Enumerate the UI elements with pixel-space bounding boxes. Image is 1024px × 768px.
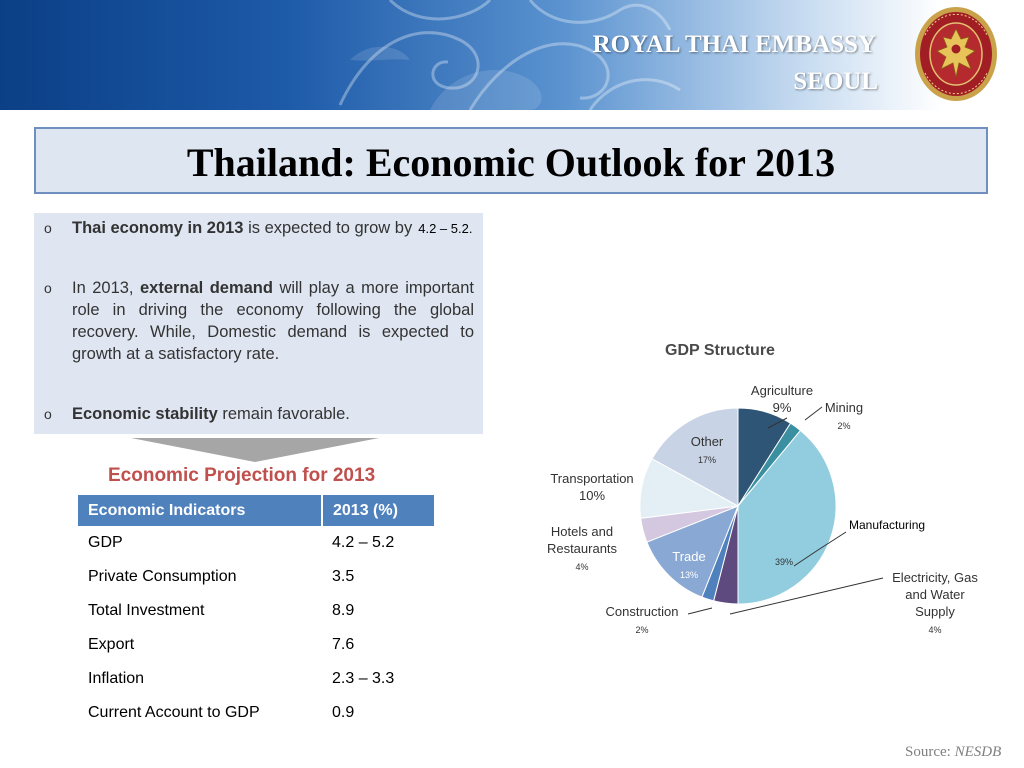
indicator-cell: Private Consumption — [88, 568, 237, 585]
bullet-bold-text: Thai economy in 2013 — [72, 219, 244, 237]
source-note — [905, 744, 1001, 761]
table-row — [78, 662, 434, 696]
bullet-pre-text: In 2013, — [72, 279, 140, 297]
slice-label: 13% — [679, 570, 699, 580]
org-name-line2: SEOUL — [793, 68, 878, 95]
slice-label: 2% — [837, 421, 851, 431]
slice-label: 10% — [578, 488, 606, 503]
value-cell: 7.6 — [332, 636, 355, 653]
slice-label: Supply — [915, 604, 955, 619]
indicator-cell: Current Account to GDP — [88, 704, 260, 721]
bullet-marker: o — [44, 220, 52, 236]
bullet-item — [44, 277, 474, 365]
title-box — [34, 127, 988, 194]
indicator-cell: Export — [88, 636, 135, 653]
header-banner — [0, 0, 1024, 110]
chart-title: GDP Structure — [665, 342, 775, 359]
table-row — [78, 628, 434, 662]
slice-label: and Water — [905, 587, 965, 602]
slice-label: Other — [690, 434, 724, 449]
table-row — [78, 696, 434, 730]
slice-label: Electricity, Gas — [892, 570, 978, 585]
leader-line — [805, 407, 822, 420]
column-header: 2013 (%) — [322, 495, 434, 526]
table-row — [78, 594, 434, 628]
bullet-bold-text: external demand — [139, 279, 273, 297]
growth-range-text: 4.2 – 5.2. — [418, 221, 473, 236]
source-name: NESDB — [954, 744, 1002, 760]
royal-thai-emblem-icon — [913, 5, 999, 103]
indicator-cell: Inflation — [88, 670, 145, 687]
indicator-cell: GDP — [88, 534, 123, 551]
column-header: Economic Indicators — [78, 495, 322, 526]
slide-title: Thailand: Economic Outlook for 2013 — [186, 140, 836, 185]
bullet-text: remain favorable. — [217, 405, 350, 423]
slice-label: 17% — [697, 455, 717, 465]
slice-label: Transportation — [550, 471, 634, 486]
projection-table — [78, 495, 434, 730]
slice-label: Restaurants — [546, 541, 618, 556]
bullet-list — [34, 213, 483, 434]
slice-label: 39% — [774, 557, 794, 567]
slice-label: 2% — [635, 625, 649, 635]
bullet-bold-text: Economic stability — [72, 405, 218, 423]
value-cell: 2.3 – 3.3 — [332, 670, 395, 687]
bullet-marker: o — [44, 280, 52, 296]
org-name-line1: ROYAL THAI EMBASSY — [592, 31, 876, 58]
bullet-text: will play a more important role in driving the economy following the global recovery. While, Domestic demand is expected to growth at a satisfactory rate. — [72, 279, 474, 363]
value-cell: 3.5 — [332, 568, 355, 585]
slice-label: Trade — [672, 549, 706, 564]
projection-title: Economic Projection for 2013 — [108, 465, 376, 486]
source-prefix: Source: — [905, 744, 955, 760]
value-cell: 8.9 — [332, 602, 355, 619]
slice-label: 9% — [772, 400, 792, 415]
slice-label: 4% — [575, 562, 589, 572]
bullet-item — [44, 403, 474, 425]
slice-label: Hotels and — [550, 524, 614, 539]
value-cell: 4.2 – 5.2 — [332, 534, 395, 551]
funnel-arrow — [131, 438, 379, 462]
slice-label: Manufacturing — [849, 518, 926, 532]
bullet-text: is expected to grow by — [243, 219, 413, 237]
bullet-marker: o — [44, 406, 52, 422]
slice-label: Construction — [605, 604, 679, 619]
table-row — [78, 560, 434, 594]
gdp-pie-chart — [530, 370, 990, 650]
table-header-row — [78, 495, 434, 526]
value-cell: 0.9 — [332, 704, 355, 721]
slice-label: 4% — [928, 625, 942, 635]
indicator-cell: Total Investment — [88, 602, 205, 619]
slice-label: Agriculture — [750, 383, 814, 398]
slice-label: Mining — [824, 400, 864, 415]
leader-line — [688, 608, 712, 614]
bullet-item — [44, 217, 474, 240]
table-row — [78, 526, 434, 560]
